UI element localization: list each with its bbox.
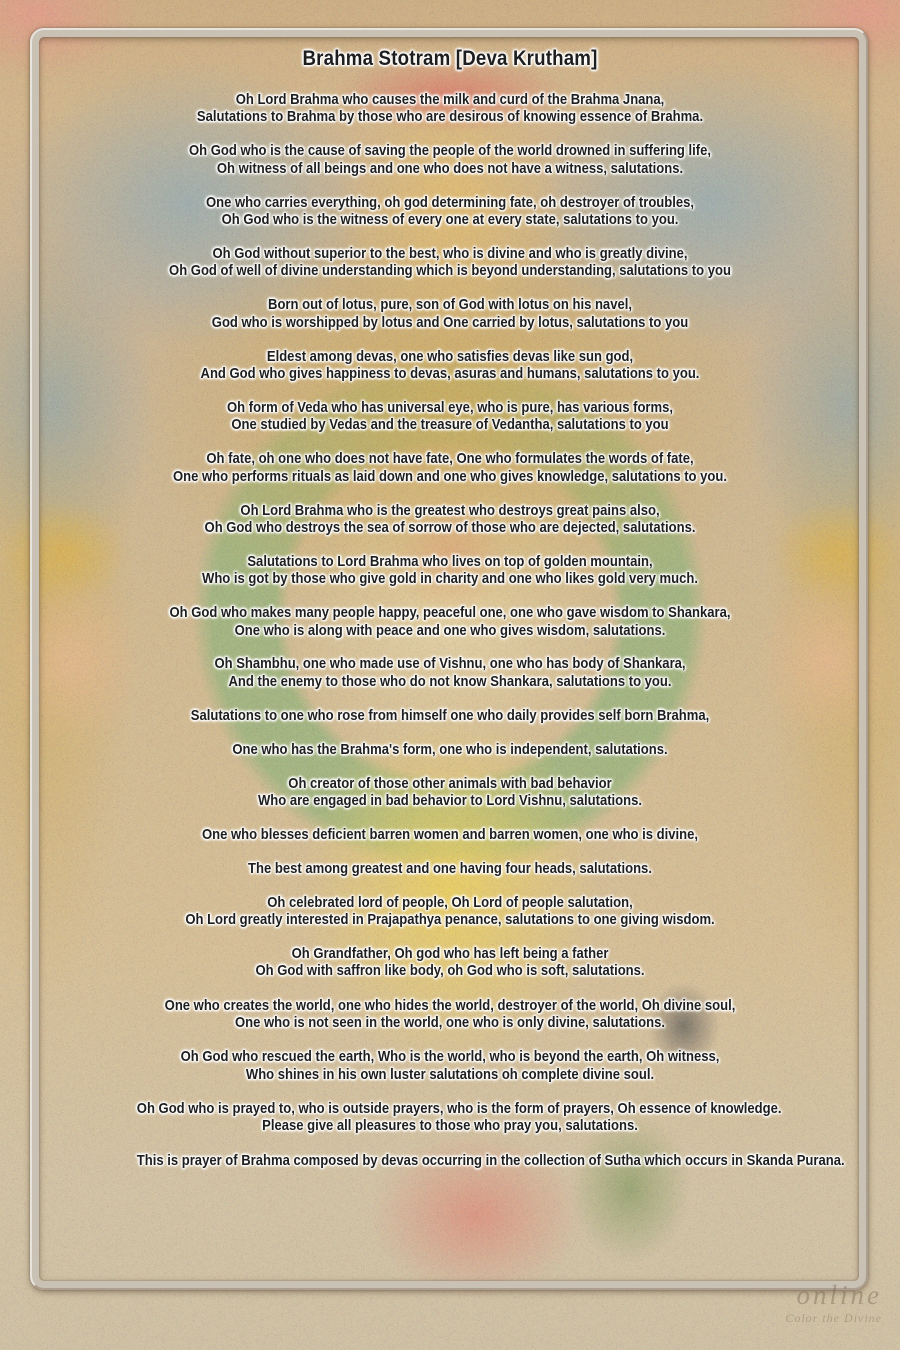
prayer-content: [136, 46, 845, 1169]
verse-line: One who creates the world, one who hides the world, destroyer of the world, Oh divine soul,: [164, 996, 736, 1014]
verse-line: One who is not seen in the world, one who is only divine, salutations.: [235, 1014, 665, 1032]
verse-line: One who performs rituals as laid down and one who gives knowledge, salutations to you.: [173, 467, 727, 485]
verse: [137, 945, 763, 980]
verse-line: Please give all pleasures to those who pray you, salutations.: [262, 1117, 638, 1135]
verse-line: Who shines in his own luster salutations oh complete divine soul.: [245, 1065, 655, 1083]
verse: [137, 553, 763, 588]
verse: [137, 296, 763, 331]
verse-line: Oh God of well of divine understanding which is beyond understanding, salutations to you: [169, 262, 731, 280]
verse: [137, 997, 763, 1032]
verse: [137, 860, 763, 877]
verse-line: And the enemy to those who do not know Shankara, salutations to you.: [228, 672, 672, 690]
verse: [137, 245, 763, 280]
verse: [137, 502, 763, 537]
verse-line: Oh creator of those other animals with bad behavior: [288, 774, 612, 792]
verse: [137, 1048, 763, 1083]
verse: [137, 399, 763, 434]
verse: [137, 741, 763, 758]
verse-line: Oh God who is the witness of every one at every state, salutations to you.: [221, 211, 679, 229]
verse-line: Oh God who is prayed to, who is outside prayers, who is the form of prayers, Oh essence of knowledge.: [136, 1099, 782, 1117]
verse: [137, 604, 763, 639]
verse-line: Oh fate, oh one who does not have fate, One who formulates the words of fate,: [206, 450, 694, 468]
watermark-line-1: online: [796, 1280, 882, 1310]
closing-line: This is prayer of Brahma composed by devas occurring in the collection of Sutha which occurs in Skanda Purana.: [136, 1151, 845, 1169]
verse-line: One studied by Vedas and the treasure of Vedantha, salutations to you: [231, 416, 669, 434]
verse-line: Oh Lord Brahma who causes the milk and curd of the Brahma Jnana,: [235, 91, 665, 108]
verse: [137, 894, 763, 929]
verse-line: Oh God who is the cause of saving the people of the world drowned in suffering life,: [188, 142, 712, 160]
page-title: Brahma Stotram [Deva Krutham]: [302, 46, 598, 70]
verse-line: Salutations to Lord Brahma who lives on top of golden mountain,: [247, 552, 653, 570]
verse-line: The best among greatest and one having four heads, salutations.: [248, 859, 652, 877]
verse-line: Oh God without superior to the best, who is divine and who is greatly divine,: [212, 244, 688, 262]
verse-line: Who are engaged in bad behavior to Lord Vishnu, salutations.: [257, 791, 643, 809]
verse-line: Oh God who rescued the earth, Who is the world, who is beyond the earth, Oh witness,: [180, 1048, 720, 1066]
verse-line: Oh form of Veda who has universal eye, who is pure, has various forms,: [226, 398, 674, 416]
verse-line: One who has the Brahma's form, one who is independent, salutations.: [232, 740, 668, 758]
verse-line: Who is got by those who give gold in charity and one who likes gold very much.: [202, 570, 698, 588]
verse: [137, 707, 763, 724]
verse: [137, 142, 763, 177]
verse-line: Salutations to one who rose from himself one who daily provides self born Brahma,: [190, 706, 710, 724]
verse: [137, 348, 763, 383]
verse-line: God who is worshipped by lotus and One carried by lotus, salutations to you: [211, 313, 689, 331]
watermark-line-2: Color the Divine: [785, 1311, 882, 1325]
verse: [137, 826, 763, 843]
verse-line: Oh Lord Brahma who is the greatest who destroys great pains also,: [240, 501, 660, 519]
verse-line: Oh Shambhu, one who made use of Vishnu, one who has body of Shankara,: [214, 655, 686, 673]
verse-line: And God who gives happiness to devas, asuras and humans, salutations to you.: [200, 364, 700, 382]
verse-line: Oh God who makes many people happy, peaceful one, one who gave wisdom to Shankara,: [169, 604, 731, 622]
verse: [137, 194, 763, 229]
verse-line: One who carries everything, oh god determining fate, oh destroyer of troubles,: [205, 193, 695, 211]
verse: [137, 91, 763, 126]
verse: [136, 1099, 782, 1135]
verse: [137, 655, 763, 690]
verse-line: Born out of lotus, pure, son of God with lotus on his navel,: [268, 296, 632, 314]
verse-line: One who is along with peace and one who gives wisdom, salutations.: [234, 621, 666, 639]
verse: [137, 775, 763, 810]
watermark: [785, 1280, 882, 1326]
verse-list: [136, 91, 782, 1135]
verse-line: Oh Lord greatly interested in Prajapathya penance, salutations to one giving wisdom.: [185, 911, 715, 929]
verse-line: Oh Grandfather, Oh god who has left being a father: [291, 945, 609, 962]
verse-line: Oh God who destroys the sea of sorrow of those who are dejected, salutations.: [204, 518, 696, 536]
verse-line: Oh celebrated lord of people, Oh Lord of people salutation,: [267, 893, 633, 911]
verse-line: Oh God with saffron like body, oh God who is soft, salutations.: [255, 962, 645, 980]
verse-line: One who blesses deficient barren women and barren women, one who is divine,: [201, 825, 699, 843]
verse: [137, 450, 763, 485]
verse-line: Eldest among devas, one who satisfies devas like sun god,: [266, 347, 634, 365]
verse-line: Salutations to Brahma by those who are desirous of knowing essence of Brahma.: [196, 108, 704, 126]
verse-line: Oh witness of all beings and one who does not have a witness, salutations.: [216, 159, 684, 177]
